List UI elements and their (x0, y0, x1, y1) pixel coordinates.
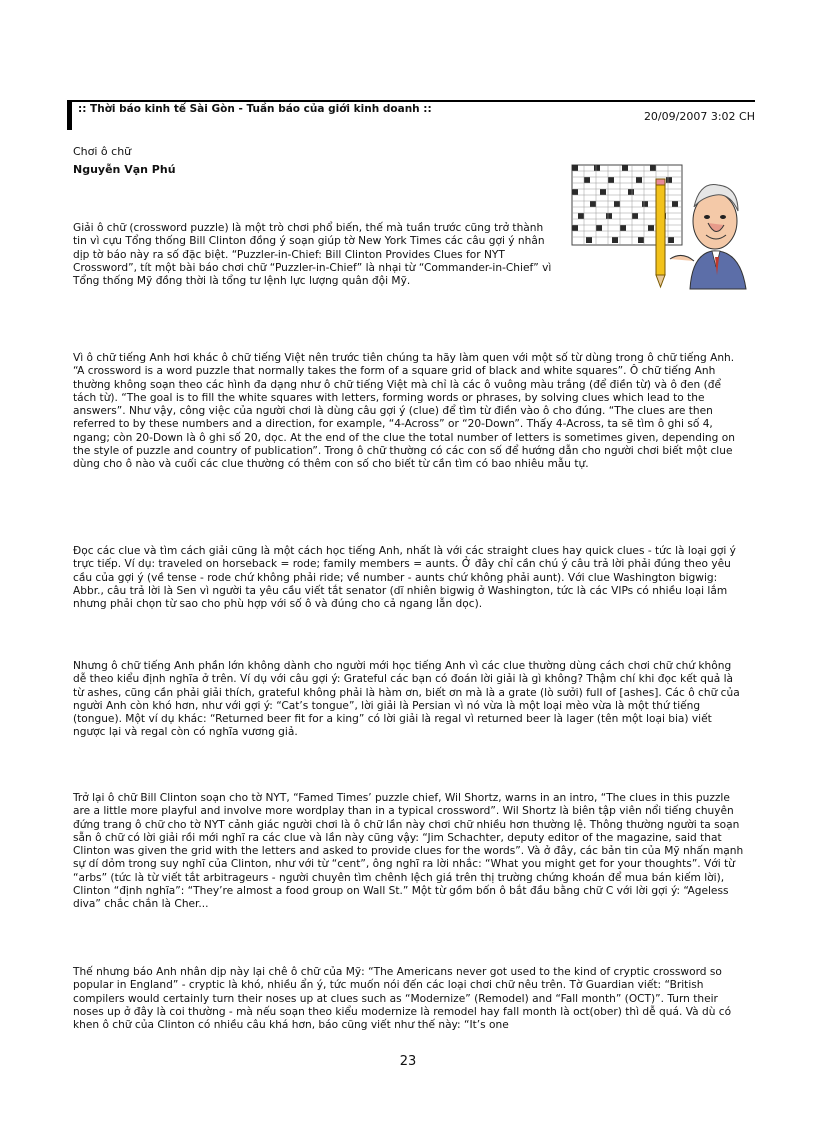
page-number: 23 (399, 1054, 417, 1069)
header-bar (67, 100, 72, 130)
publication-title: :: Thời báo kinh tế Sài Gòn - Tuần báo của giới kinh doanh :: (78, 103, 432, 115)
paragraph: Thế nhưng báo Anh nhân dịp này lại chê ô chữ của Mỹ: “The Americans never got used to the kind of cryptic crossword so popular in England” - cryptic là khó, nhiều ẩn ý, tức muốn nói đến các loại chơi chữ nêu trên. Tờ Guardian viết: “British compilers would certainly turn their noses up at clues such as “Modernize” (Remodel) and “Fall month” (OCT)”. Turn their noses up ở đây là coi thường - mà nếu soạn theo kiểu modernize là remodel hay fall month là oct(ober) thì dễ quá. Và dù có khen ô chữ của Clinton có nhiều câu khá hơn, báo cũng viết như thế này: “It’s one (73, 966, 732, 1032)
section-label: Chơi ô chữ (73, 145, 132, 158)
crossword-cartoon-illustration (570, 163, 750, 291)
publication-date: 20/09/2007 3:02 CH (643, 110, 755, 123)
author-name: Nguyễn Vạn Phú (73, 163, 176, 176)
paragraph: Đọc các clue và tìm cách giải cũng là một cách học tiếng Anh, nhất là với các straight clues hay quick clues - tức là loại gợi ý trực tiếp. Ví dụ: traveled on horseback = rode; family members = aunts. Ở đây chỉ cần chú ý câu trả lời phải đúng theo yêu cầu của gợi ý (về tense - rode chứ không phải ride; về number - aunts chứ không phải aunt). Với clue Washington bigwig: Abbr., câu trả lời là Sen vì người ta yêu cầu viết tắt senator (dĩ nhiên bigwig ở Washington, tức là các VIPs có nhiều loại lắm nhưng phải chọn từ sao cho phù hợp với số ô và đúng cho cả ngang lẫn dọc). (73, 545, 736, 611)
paragraph: Vì ô chữ tiếng Anh hơi khác ô chữ tiếng Việt nên trước tiên chúng ta hãy làm quen với một số từ dùng trong ô chữ tiếng Anh. “A crossword is a word puzzle that normally takes the form of a square grid of black and white squares”. Ô chữ tiếng Anh thường không soạn theo các hình đa dạng như ô chữ tiếng Việt mà chỉ là các ô vuông màu trắng (để điền từ) và ô đen (để tách từ). “The goal is to fill the white squares with letters, forming words or phrases, by solving clues which lead to the answers”. Như vậy, công việc của người chơi là dùng câu gợi ý (clue) để tìm từ điền vào ô cho đúng. “The clues are then referred to by these numbers and a direction, for example, “4-Across” or “20-Down”. Thấy 4-Across, ta sẽ tìm ô ghi số 4, ngang; còn 20-Down là ô ghi số 20, dọc. At the end of the clue the total number of letters is sometimes given, depending on the style of puzzle and country of publication”. Trong ô chữ thường có các con số để hướng dẫn cho người chơi biết một clue dùng cho ô nào và cuối các clue thường có thêm con số cho biết từ cần tìm có bao nhiêu mẫu tự. (73, 352, 735, 471)
pencil-icon (656, 179, 665, 287)
paragraph: Trở lại ô chữ Bill Clinton soạn cho tờ NYT, “Famed Times’ puzzle chief, Wil Shortz, warns in an intro, “The clues in this puzzle are a little more playful and involve more wordplay than in a typical crossword”. Wil Shortz là biên tập viên nổi tiếng chuyên đứng trang ô chữ cho tờ NYT cảnh giác người chơi là ô chữ lần này chơi chữ nhiều hơn thường lệ. Thông thường người ta soạn sẵn ô chữ có lời giải rồi mới nghĩ ra các clue và lần này cũng vậy: “Jim Schachter, deputy editor of the magazine, said that Clinton was given the grid with the letters and asked to provide clues for the words”. Và ở đây, các bản tin của Mỹ nhấn mạnh sự dí dỏm trong suy nghĩ của Clinton, như với từ “cent”, ông nghĩ ra lời nhắc: “What you might get for your thoughts”. Với từ “arbs” (tức là từ viết tắt arbitrageurs - người chuyên tìm chênh lệch giá trên thị trường chứng khoán để mua bán kiếm lời), Clinton “định nghĩa”: “They’re almost a food group on Wall St.” Một từ gồm bốn ô bắt đầu bằng chữ C với lời gợi ý: “Ageless diva” chắc chắn là Cher... (73, 792, 744, 911)
header-rule (72, 100, 755, 102)
paragraph: Nhưng ô chữ tiếng Anh phần lớn không dành cho người mới học tiếng Anh vì các clue thường dùng cách chơi chữ chứ không dễ theo kiểu định nghĩa ở trên. Ví dụ với câu gợi ý: Grateful các bạn có đoán lời giải là gì không? Thậm chí khi đọc kết quả là từ ashes, cũng cần phải giải thích, grateful không phải là hàm ơn, biết ơn mà là a grate (lò sưởi) full of [ashes]. Các ô chữ của người Anh còn khó hơn, như với gợi ý: “Cat’s tongue”, lời giải là Persian vì nó vừa là một loại mèo vừa là một thứ tiếng (tongue). Một ví dụ khác: “Returned beer fit for a king” có lời giải là regal vì returned beer là lager (tên một loại bia) viết ngược lại và regal còn có nghĩa vương giả. (73, 660, 740, 739)
paragraph: Giải ô chữ (crossword puzzle) là một trò chơi phổ biến, thế mà tuần trước cũng trở thành tin vì cựu Tổng thống Bill Clinton đồng ý soạn giúp tờ New York Times các câu gợi ý nhân dịp tờ báo này ra số đặc biệt. “Puzzler-in-Chief: Bill Clinton Provides Clues for NYT Crossword”, tít một bài báo chơi chữ “Puzzler-in-Chief” là nhại từ “Commander-in-Chief” vì Tổng thống Mỹ đồng thời là tổng tư lệnh lực lượng quân đội Mỹ. (73, 222, 552, 288)
newspaper-header (67, 100, 755, 132)
